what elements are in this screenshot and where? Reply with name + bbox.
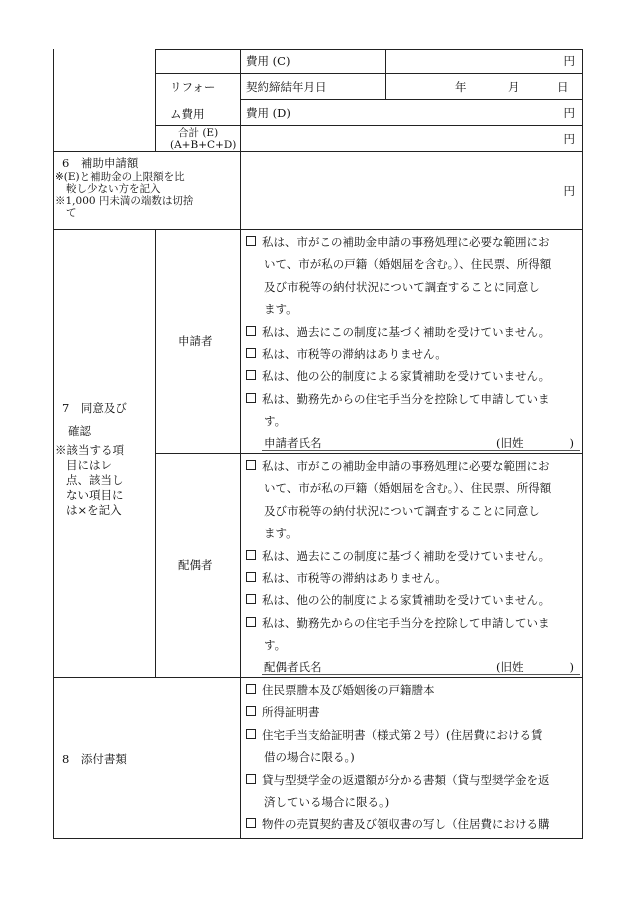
rule xyxy=(155,125,583,126)
section7-note: 点、該当し xyxy=(66,473,124,487)
section6-note: て xyxy=(66,207,77,219)
section7-note: ない項目に xyxy=(66,488,124,502)
checkbox[interactable] xyxy=(246,236,256,246)
checkbox[interactable] xyxy=(246,774,256,784)
rule xyxy=(155,49,156,152)
rule xyxy=(155,453,583,454)
applicant-name-label: 申請者氏名 xyxy=(264,436,322,450)
attachment-list: 住民票謄本及び婚姻後の戸籍謄本 所得証明書 住宅手当支給証明書（様式第２号）(住居費における賃 借の場合に限る。) 貸与型奨学金の返還額が分かる書類（貸与型奨学金を返 済している場合に限る。) 物件の売買契約書及び領収書の写し（住居費における購 xyxy=(246,679,582,836)
reform-category: ム費用 xyxy=(170,107,205,121)
rule xyxy=(53,838,583,839)
reform-category: リフォー xyxy=(170,80,216,94)
cost-c-label: 費用 (C) xyxy=(246,54,291,68)
cost-d-yen: 円 xyxy=(563,106,575,120)
spouse-consent-block: 私は、市がこの補助金申請の事務処理に必要な範囲にお いて、市が私の戸籍（婚姻届を含む。）、住民票、所得額 及び市税等の納付状況について調査することに同意し ます。 私は、過去にこの制度に基づく補助を受けていません。 私は、市税等の滞納はありません。 私は、他の公的制度による家賃補助を受けていません。 私は、勤務先からの住宅手当分を控除して申請していま す。 xyxy=(246,455,582,657)
rule xyxy=(240,99,583,100)
rule xyxy=(155,73,583,74)
section6-note: ※1,000 円未満の端数は切捨 xyxy=(55,195,194,207)
total-label: 合計 (E) xyxy=(178,127,219,139)
month-label: 月 xyxy=(508,80,520,94)
section7-note: ※該当する項 xyxy=(55,443,124,457)
section6-title: 6 補助申請額 xyxy=(62,156,139,170)
rule xyxy=(385,49,386,100)
section7-note: は×を記入 xyxy=(66,503,122,517)
checkbox[interactable] xyxy=(246,348,256,358)
rule xyxy=(155,49,583,50)
signature-line xyxy=(262,450,580,451)
section7-note: 目にはレ xyxy=(66,458,112,472)
section6-note: ※(E)と補助金の上限額を比 xyxy=(55,171,185,183)
rule xyxy=(53,229,583,230)
checkbox[interactable] xyxy=(246,818,256,828)
year-label: 年 xyxy=(455,80,467,94)
section7-title: 確認 xyxy=(68,424,91,438)
checkbox[interactable] xyxy=(246,617,256,627)
rule xyxy=(53,151,583,152)
total-formula: (A+B+C+D) xyxy=(170,139,237,151)
day-label: 日 xyxy=(557,80,569,94)
checkbox[interactable] xyxy=(246,393,256,403)
checkbox[interactable] xyxy=(246,706,256,716)
subsidy-yen: 円 xyxy=(563,184,575,198)
contract-date-label: 契約締結年月日 xyxy=(246,80,327,94)
cost-d-label: 費用 (D) xyxy=(246,106,291,120)
checkbox[interactable] xyxy=(246,594,256,604)
spouse-name-label: 配偶者氏名 xyxy=(264,660,322,674)
checkbox[interactable] xyxy=(246,326,256,336)
checkbox[interactable] xyxy=(246,729,256,739)
section8-title: 8 添付書類 xyxy=(62,752,127,766)
checkbox[interactable] xyxy=(246,460,256,470)
rule xyxy=(385,125,386,126)
rule xyxy=(240,49,241,839)
applicant-consent-block: 私は、市がこの補助金申請の事務処理に必要な範囲にお いて、市が私の戸籍（婚姻届を含む。）、住民票、所得額 及び市税等の納付状況について調査することに同意し ます。 私は、過去にこの制度に基づく補助を受けていません。 私は、市税等の滞納はありません。 私は、他の公的制度による家賃補助を受けていません。 私は、勤務先からの住宅手当分を控除して申請していま す。 xyxy=(246,231,582,433)
section6-note: 較し少ない方を記入 xyxy=(66,183,161,195)
rule xyxy=(53,49,54,839)
rule xyxy=(53,677,583,678)
checkbox[interactable] xyxy=(246,370,256,380)
applicant-former-name: (旧姓 ) xyxy=(496,436,574,450)
cost-c-yen: 円 xyxy=(563,54,575,68)
spouse-former-name: (旧姓 ) xyxy=(496,660,574,674)
checkbox[interactable] xyxy=(246,550,256,560)
signature-line xyxy=(262,674,580,675)
total-yen: 円 xyxy=(563,132,575,146)
rule xyxy=(155,229,156,678)
checkbox[interactable] xyxy=(246,572,256,582)
rule xyxy=(582,49,583,839)
section7-title: 7 同意及び xyxy=(62,401,127,415)
checkbox[interactable] xyxy=(246,684,256,694)
spouse-label: 配偶者 xyxy=(178,558,213,572)
applicant-label: 申請者 xyxy=(178,334,213,348)
